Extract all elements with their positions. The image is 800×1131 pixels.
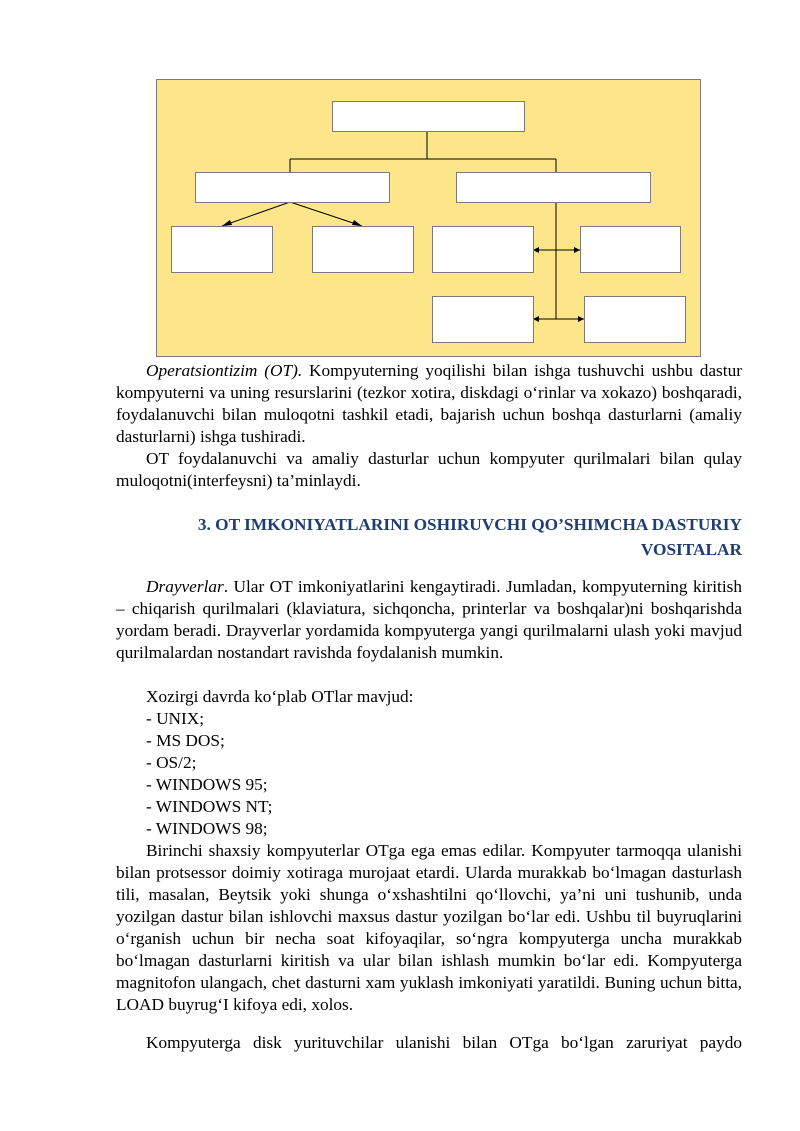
os-list-intro: Xozirgi davrda ko‘plab OTlar mavjud: [146, 687, 414, 706]
box-level2-4 [581, 227, 681, 273]
box-root [333, 102, 525, 132]
os-list-item: - WINDOWS NT; [146, 797, 273, 816]
drivers-text: . Ular OT imkoniyatlarini kengaytiradi. Jumladan, kompyuterning kiritish – chiqarish qurilmalari (klaviatura, sichqoncha, printerlar va boshqalar)ni boshqarishda yordam beradi. Drayverlar yordamida kompyuterga yangi qurilmalarni ulash yoki mavjud qurilmalardan nostandart ravishda foydalanish mumkin. [116, 577, 742, 662]
os-definition-text: Kompyuterning yoqilishi bilan ishga tushuvchi ushbu dastur kompyuterni va uning resurslarini (tezkor xotira, diskdagi o‘rinlar va xokazo) boshqaradi, foydalanuvchi bilan muloqotni tashkil etadi, bajarish uchun boshqa dasturlarni (amaliy dasturlarni) ishga tushiradi. [116, 361, 742, 446]
section-heading-line1: 3. OT IMKONIYATLARINI OSHIRUVCHI QO’SHIMCHA DASTURIY [197, 515, 742, 534]
box-level2-2 [313, 227, 414, 273]
box-level1-left [196, 173, 390, 203]
paragraph-os-interface: OT foydalanuvchi va amaliy dasturlar uchun kompyuter qurilmalari bilan qulay muloqotni(interfeysni) ta’minlaydi. [116, 449, 742, 490]
box-level3-2 [585, 297, 686, 343]
section-heading-line2: VOSITALAR [640, 540, 742, 559]
term-operating-system: Operatsiontizim (OT). [146, 361, 303, 380]
paragraph-drivers [116, 576, 742, 664]
box-level1-right [457, 173, 651, 203]
box-level3-1 [433, 297, 534, 343]
os-structure-diagram [156, 79, 701, 357]
paragraph-disk-drives: Kompyuterga disk yurituvchilar ulanishi bilan OTga bo‘lgan zaruriyat paydo [146, 1033, 742, 1052]
os-list-item: - WINDOWS 98; [146, 819, 268, 838]
box-level2-1 [172, 227, 273, 273]
os-list-item: - UNIX; [146, 709, 205, 728]
paragraph-first-pcs: Birinchi shaxsiy kompyuterlar OTga ega emas edilar. Kompyuter tarmoqqa ulanishi bilan protsessor doimiy xotiraga murojaat etardi. Ularda murakkab bo‘lmagan dasturlash tili, masalan, Beytsik yoki shunga o‘xshashtilni qo‘llovchi, ya’ni uni tushunib, unda yozilgan dastur bilan ishlovchi maxsus dastur yozilgan bo‘lar edi. Ushbu til buyruqlarini o‘rganish uchun bir necha soat kifoyaqilar, so‘ngra kompyuterga uncha murakkab bo‘lmagan dasturlarni kiritish va ular bilan ishlash mumkin bo‘lar edi. Kompyuterga magnitofon ulangach, chet dasturni xam yuklash imkoniyati yaratildi. Buning uchun bitta, LOAD buyrug‘I kifoya edi, xolos. [116, 841, 742, 1014]
paragraph-os-definition [116, 360, 742, 448]
box-level2-3 [433, 227, 534, 273]
section-heading [116, 512, 742, 562]
os-list-item: - MS DOS; [146, 731, 225, 750]
os-list-item: - OS/2; [146, 753, 197, 772]
term-drivers: Drayverlar [146, 577, 224, 596]
os-list-item: - WINDOWS 95; [146, 775, 268, 794]
